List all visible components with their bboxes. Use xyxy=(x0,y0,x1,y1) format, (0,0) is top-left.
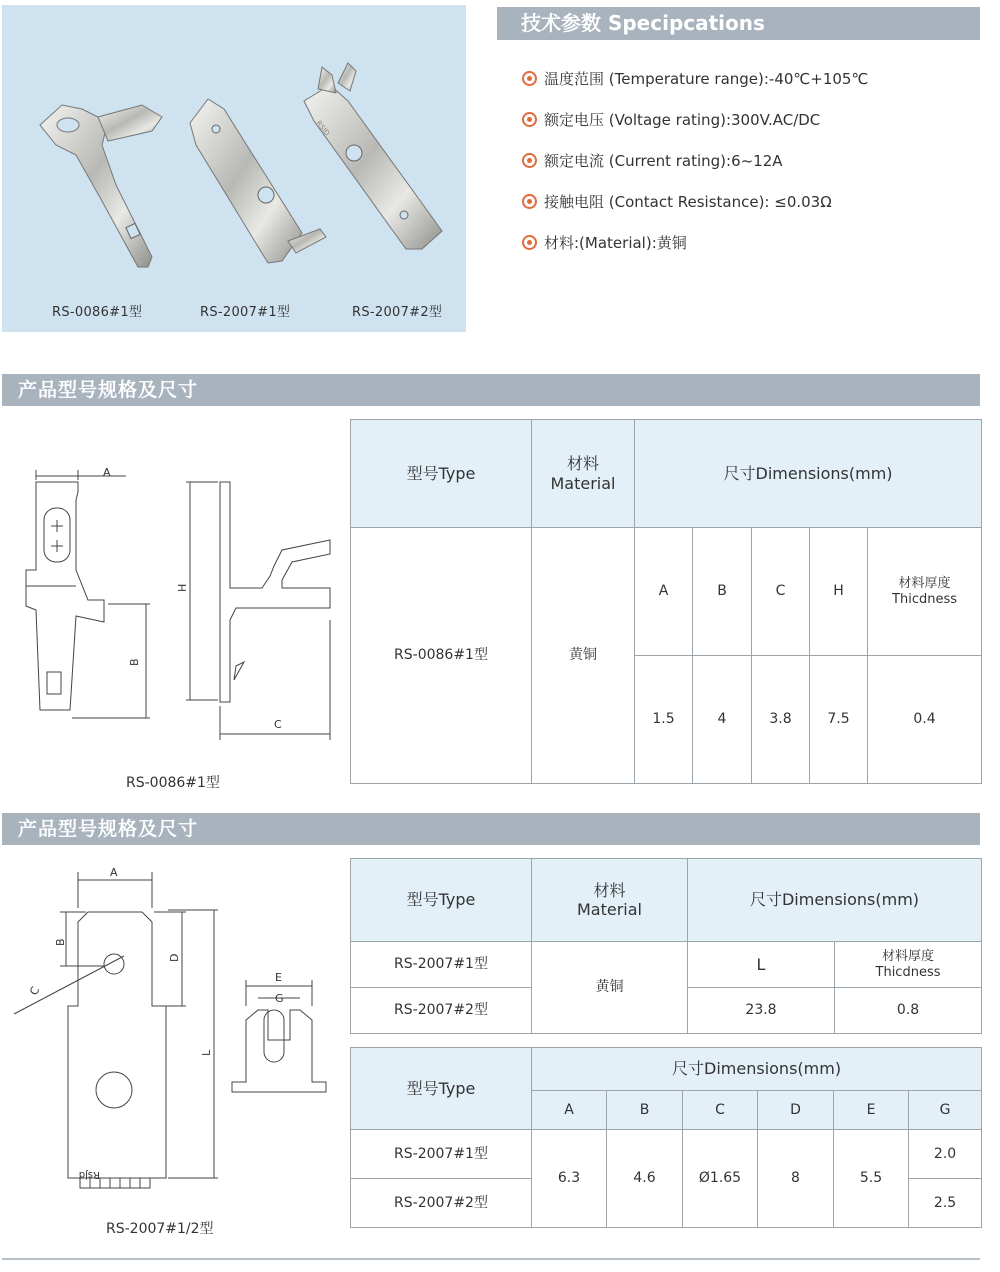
spec-header: 技术参数 Specipcations xyxy=(497,7,980,40)
dim-label-a: A xyxy=(103,466,111,479)
dim-label-l: L xyxy=(200,1049,213,1056)
svg-text:RSJD: RSJD xyxy=(314,119,332,138)
cell-material: 黄铜 xyxy=(532,942,688,1034)
value-b: 4 xyxy=(693,656,752,784)
header-type: 型号Type xyxy=(351,1048,532,1130)
value-g-2: 2.5 xyxy=(909,1179,982,1228)
spec-list xyxy=(522,58,982,263)
dim-label-b: B xyxy=(54,938,67,946)
photo-label-rs2007-2: RS-2007#2型 xyxy=(352,305,443,320)
header-type: 型号Type xyxy=(351,859,532,942)
photo-label-rs2007-1: RS-2007#1型 xyxy=(200,305,291,320)
section1-header: 产品型号规格及尺寸 xyxy=(2,374,980,406)
spec-item-resistance xyxy=(522,181,982,222)
col-thickness: 材料厚度 Thicdness xyxy=(868,528,982,656)
cell-model-2: RS-2007#2型 xyxy=(351,1179,532,1228)
spec-text: 额定电流 (Current rating):6~12A xyxy=(544,152,783,170)
drawing-caption-rs0086: RS-0086#1型 xyxy=(126,775,220,791)
value-thickness: 0.4 xyxy=(868,656,982,784)
value-c: 3.8 xyxy=(752,656,810,784)
bullet-icon xyxy=(522,71,537,86)
header-dimensions: 尺寸Dimensions(mm) xyxy=(532,1048,982,1091)
bullet-icon xyxy=(522,153,537,168)
header-dimensions: 尺寸Dimensions(mm) xyxy=(688,859,982,942)
col-d: D xyxy=(758,1091,834,1130)
spec-text: 接触电阻 (Contact Resistance): ≤0.03Ω xyxy=(544,193,832,211)
col-b: B xyxy=(607,1091,683,1130)
part-rs2007-1-photo xyxy=(190,99,326,263)
dim-label-e: E xyxy=(275,971,282,984)
value-e: 5.5 xyxy=(834,1130,909,1228)
cell-material: 黄铜 xyxy=(532,528,635,784)
col-c: C xyxy=(683,1091,758,1130)
col-h: H xyxy=(810,528,868,656)
value-b: 4.6 xyxy=(607,1130,683,1228)
header-material: 材料 Material xyxy=(532,859,688,942)
cell-model-2: RS-2007#2型 xyxy=(351,988,532,1034)
dim-label-c: C xyxy=(27,984,43,998)
cell-model: RS-0086#1型 xyxy=(351,528,532,784)
col-a: A xyxy=(532,1091,607,1130)
product-photo-panel xyxy=(2,5,466,332)
col-a: A xyxy=(635,528,693,656)
product-photos-illustration xyxy=(2,5,466,332)
bullet-icon xyxy=(522,235,537,250)
header-dimensions: 尺寸Dimensions(mm) xyxy=(635,420,982,528)
col-l: L xyxy=(688,942,835,988)
photo-label-rs0086: RS-0086#1型 xyxy=(52,305,143,320)
drawing-caption-rs2007: RS-2007#1/2型 xyxy=(106,1221,214,1237)
dim-label-a: A xyxy=(110,866,118,879)
spec-text: 温度范围 (Temperature range):-40℃+105℃ xyxy=(544,70,869,88)
spec-table-rs2007-dimensions xyxy=(350,1047,982,1228)
value-a: 1.5 xyxy=(635,656,693,784)
header-material: 材料 Material xyxy=(532,420,635,528)
section2-header: 产品型号规格及尺寸 xyxy=(2,813,980,845)
spec-item-voltage xyxy=(522,99,982,140)
spec-table-rs0086 xyxy=(350,419,982,784)
dim-label-h: H xyxy=(176,583,189,592)
dim-label-g: G xyxy=(275,992,284,1005)
header-type: 型号Type xyxy=(351,420,532,528)
cell-model-1: RS-2007#1型 xyxy=(351,1130,532,1179)
rs2007-technical-drawing xyxy=(0,850,345,1210)
rs0086-technical-drawing xyxy=(0,410,345,750)
col-c: C xyxy=(752,528,810,656)
bullet-icon xyxy=(522,194,537,209)
dim-label-d: D xyxy=(168,953,181,962)
value-c: Ø1.65 xyxy=(683,1130,758,1228)
spec-item-material xyxy=(522,222,982,263)
value-g-1: 2.0 xyxy=(909,1130,982,1179)
dim-label-b: B xyxy=(128,658,141,666)
col-g: G xyxy=(909,1091,982,1130)
spec-table-rs2007-material xyxy=(350,858,982,1034)
bullet-icon xyxy=(522,112,537,127)
part-rs0086-photo xyxy=(40,105,162,267)
value-h: 7.5 xyxy=(810,656,868,784)
value-l: 23.8 xyxy=(688,988,835,1034)
spec-item-current xyxy=(522,140,982,181)
spec-text: 额定电压 (Voltage rating):300V.AC/DC xyxy=(544,111,821,129)
col-b: B xyxy=(693,528,752,656)
value-thickness: 0.8 xyxy=(835,988,982,1034)
part-rs2007-2-photo xyxy=(304,63,442,249)
spec-text: 材料:(Material):黄铜 xyxy=(544,234,687,252)
col-thickness: 材料厚度 Thicdness xyxy=(835,942,982,988)
part-stamp-text: Rsjd xyxy=(78,1169,100,1180)
value-a: 6.3 xyxy=(532,1130,607,1228)
spec-item-temperature xyxy=(522,58,982,99)
value-d: 8 xyxy=(758,1130,834,1228)
cell-model-1: RS-2007#1型 xyxy=(351,942,532,988)
bottom-divider xyxy=(2,1258,980,1260)
col-e: E xyxy=(834,1091,909,1130)
dim-label-c: C xyxy=(274,718,282,731)
